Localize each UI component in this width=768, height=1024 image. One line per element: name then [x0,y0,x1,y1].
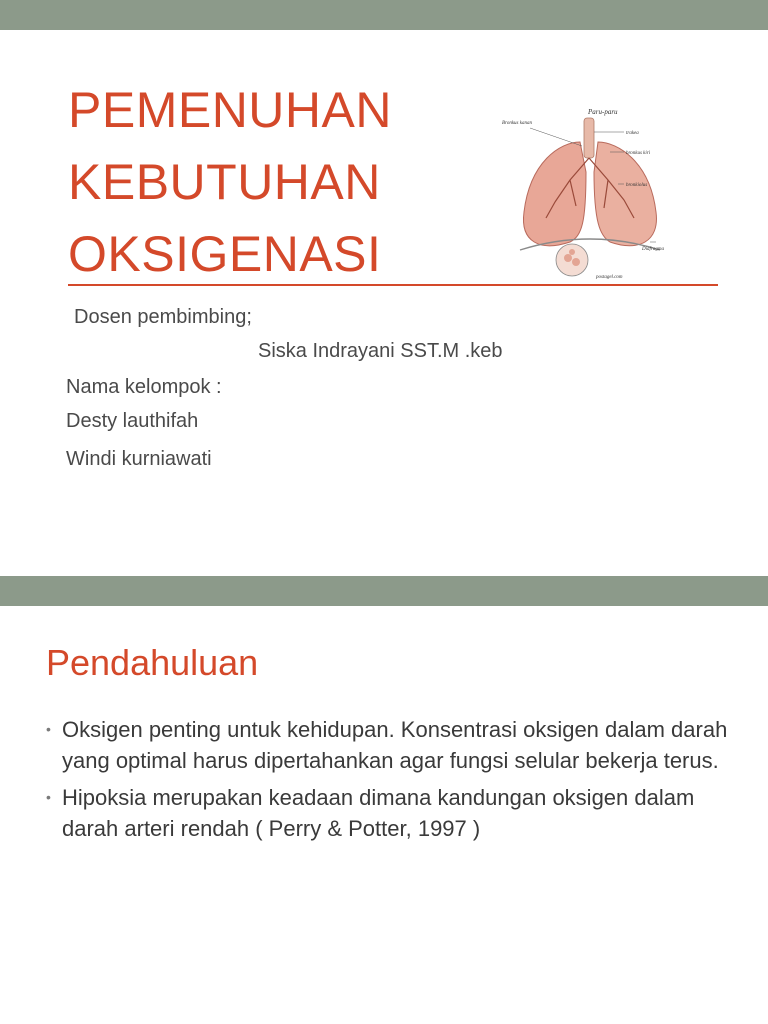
dosen-label: Dosen pembimbing; [74,306,252,328]
top-band [0,0,768,30]
title-line-2: KEBUTUHAN [68,154,381,210]
kelompok-label: Nama kelompok : [66,376,222,398]
figure-credit: postagel.com [596,275,623,280]
bullet-dot-icon: • [46,789,51,805]
title-divider [68,284,718,286]
bullet-item-2 [44,782,734,844]
label-trakea: trakea [626,131,639,136]
lung-illustration [500,102,682,282]
label-bronkus-kiri: bronkus kiri [626,151,651,156]
intro-slide [0,606,768,1024]
label-bronkus-kanan: Bronkus kanan [502,121,532,126]
section-heading: Pendahuluan [46,642,259,683]
bullet-text-2: Hipoksia merupakan keadaan dimana kandungan oksigen dalam darah arteri rendah ( Perry & Potter, 1997 ) [62,785,695,841]
dosen-name: Siska Indrayani SST.M .keb [258,340,503,362]
title-slide [0,30,768,576]
bullet-dot-icon: • [46,721,51,737]
label-diafragma: Diafragma [642,247,664,252]
title-line-1: PEMENUHAN [68,82,392,138]
slide-title [68,74,488,290]
slide-separator-band [0,576,768,606]
bullet-text-1: Oksigen penting untuk kehidupan. Konsentrasi oksigen dalam darah yang optimal harus dipertahankan agar fungsi selular bekerja terus. [62,717,728,773]
figure-caption: Paru-paru [588,108,618,116]
lung-anatomy-image [500,102,682,282]
member-1: Desty lauthifah [66,410,199,432]
label-bronkiolus: bronkiolus [626,183,648,188]
member-2: Windi kurniawati [66,448,212,470]
bullet-list [44,714,734,850]
title-line-3: OKSIGENASI [68,226,382,282]
bullet-item-1 [44,714,734,776]
